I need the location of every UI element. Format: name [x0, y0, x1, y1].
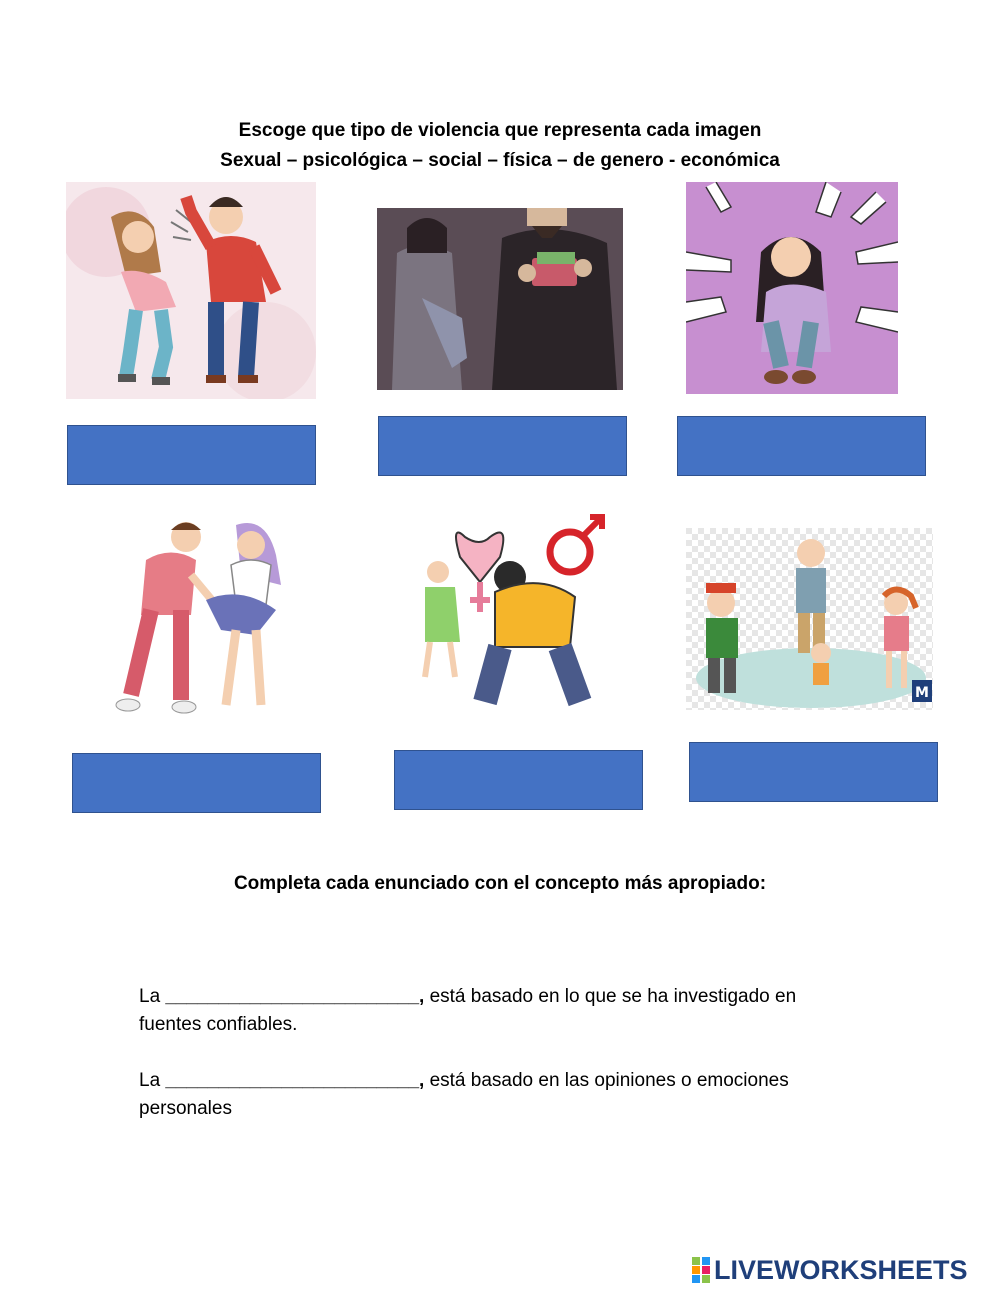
liveworksheets-logo-text: LIVEWORKSHEETS — [714, 1254, 968, 1285]
psychological-violence-image — [686, 182, 898, 394]
economic-violence-image — [377, 208, 623, 390]
sentence-1 — [139, 983, 859, 1039]
answer-box-2[interactable] — [378, 416, 627, 476]
sentence-2-prefix: La — [139, 1070, 166, 1091]
answer-box-1[interactable] — [67, 425, 316, 485]
sexual-harassment-image — [76, 515, 306, 720]
section-title: Completa cada enunciado con el concepto más apropiado: — [233, 873, 767, 894]
sentence-1-prefix: La — [139, 986, 166, 1007]
sentence-1-rest: está basado en lo que se ha investigado en fuentes confiables. — [139, 986, 797, 1035]
social-violence-image — [686, 528, 933, 710]
liveworksheets-logo — [692, 1255, 968, 1285]
violence-options: Sexual – psicológica – social – física – de genero - económica — [220, 150, 780, 171]
answer-box-3[interactable] — [677, 416, 926, 476]
sentence-2-blank[interactable]: ________________________, — [165, 1070, 425, 1091]
liveworksheets-logo-icon — [692, 1257, 710, 1283]
answer-box-4[interactable] — [72, 753, 321, 813]
sentence-1-blank[interactable]: ________________________, — [165, 986, 425, 1007]
instruction-title: Escoge que tipo de violencia que representa cada imagen — [238, 120, 762, 141]
answer-box-5[interactable] — [394, 750, 643, 810]
sentence-2 — [139, 1067, 859, 1123]
answer-box-6[interactable] — [689, 742, 938, 802]
physical-violence-image — [66, 182, 316, 399]
sentence-2-rest: está basado en las opiniones o emociones personales — [139, 1070, 789, 1119]
svg-text:M: M — [915, 685, 929, 701]
gender-violence-image — [410, 512, 615, 707]
